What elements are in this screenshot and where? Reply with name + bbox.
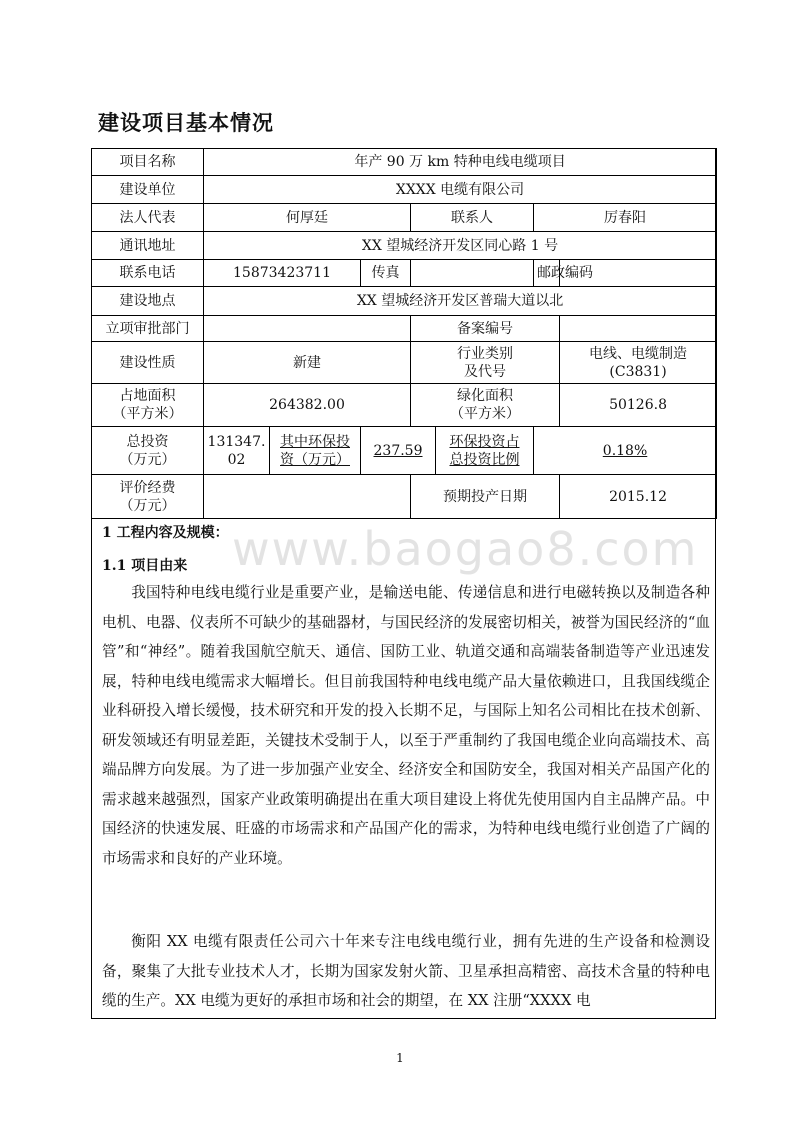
env-invest-value xyxy=(361,427,436,475)
approval-dept-label: 立项审批部门 xyxy=(92,316,204,342)
industry-label xyxy=(411,342,560,384)
prod-date-label: 预期投产日期 xyxy=(411,475,560,519)
legal-rep-value: 何厚廷 xyxy=(204,204,411,232)
industry-label-line1: 行业类别 xyxy=(457,345,513,362)
fee-label-line1: 评价经费 xyxy=(119,479,176,496)
unit-value: XXXX 电缆有限公司 xyxy=(204,176,717,204)
invest-label-line2: （万元） xyxy=(119,451,176,468)
record-no-value xyxy=(560,316,717,342)
env-invest-value-text: 237.59 xyxy=(373,442,423,459)
invest-label xyxy=(92,427,204,475)
fee-label xyxy=(92,475,204,519)
legal-rep-label: 法人代表 xyxy=(92,204,204,232)
industry-value xyxy=(560,342,717,384)
env-ratio-label-line1: 环保投资占 xyxy=(449,433,520,450)
env-ratio-value xyxy=(534,427,717,475)
green-label-line1: 绿化面积 xyxy=(457,388,513,404)
env-invest-label-line2: 资（万元） xyxy=(280,451,350,468)
env-ratio-label-line2: 总投资比例 xyxy=(449,451,520,468)
area-label xyxy=(92,384,204,427)
address-label: 通讯地址 xyxy=(92,232,204,260)
phone-value: 15873423711 xyxy=(204,260,361,287)
fax-value xyxy=(411,260,534,287)
section-heading-1: 1 工程内容及规模： xyxy=(102,525,229,541)
area-value: 264382.00 xyxy=(204,384,411,427)
page-number: 1 xyxy=(396,1051,404,1065)
record-no-label: 备案编号 xyxy=(411,316,560,342)
green-value: 50126.8 xyxy=(560,384,717,427)
env-invest-label-line1: 其中环保投 xyxy=(280,433,350,450)
nature-value: 新建 xyxy=(204,342,411,384)
prod-date-value: 2015.12 xyxy=(560,475,717,519)
industry-value-line2: (C3831) xyxy=(609,363,667,380)
invest-value-line2: 02 xyxy=(227,451,246,468)
page-title: 建设项目基本情况 xyxy=(98,110,274,135)
project-info-table xyxy=(91,148,717,519)
area-label-line2: （平方米） xyxy=(112,406,183,422)
invest-value xyxy=(204,427,270,475)
industry-label-line2: 及代号 xyxy=(464,363,506,380)
paragraph-1: 我国特种电线电缆行业是重要产业，是输送电能、传递信息和进行电磁转换以及制造各种电机、电器、仪表所不可缺少的基础器材，与国民经济的发展密切相关，被誉为国民经济的“血管”和“神经”。随着我国航空航天、通信、国防工业、轨道交通和高端装备制造等产业迅速发展，特种电线电缆需求大幅增长。但目前我国特种电线电缆产品大量依赖进口，且我国线缆企业科研投入增长缓慢，技术研究和开发的投入长期不足，与国际上知名公司相比在技术创新、研发领域还有明显差距，关键技术受制于人，以至于严重制约了我国电缆企业向高端技术、高端品牌方向发展。为了进一步加强产业安全、经济安全和国防安全，我国对相关产品国产化的需求越来越强烈，国家产业政策明确提出在重大项目建设上将优先使用国内自主品牌产品。中国经济的快速发展、旺盛的市场需求和产品国产化的需求，为特种电线电缆行业创造了广阔的市场需求和良好的产业环境。 xyxy=(102,584,710,867)
green-label xyxy=(411,384,560,427)
project-name-label: 项目名称 xyxy=(92,149,204,176)
fee-label-line2: （万元） xyxy=(119,497,176,514)
green-label-line2: （平方米） xyxy=(450,406,520,422)
location-label: 建设地点 xyxy=(92,287,204,316)
env-ratio-value-text: 0.18% xyxy=(602,442,648,459)
fax-label: 传真 xyxy=(361,260,411,287)
env-invest-label xyxy=(270,427,361,475)
phone-label: 联系电话 xyxy=(92,260,204,287)
area-label-line1: 占地面积 xyxy=(119,388,176,404)
env-ratio-label xyxy=(436,427,534,475)
paragraph-2: 衡阳 XX 电缆有限责任公司六十年来专注电线电缆行业，拥有先进的生产设备和检测设备，聚集了大批专业技术人才，长期为国家发射火箭、卫星承担高精密、高技术含量的特种电缆的生产。XX 电缆为更好的承担市场和社会的期望，在 XX 注册“XXXX 电 xyxy=(102,933,710,1009)
postal-label: 邮政编码 xyxy=(534,260,560,287)
invest-value-line1: 131347. xyxy=(207,433,266,450)
industry-value-line1: 电线、电缆制造 xyxy=(589,345,688,362)
watermark: www.baogao8.com xyxy=(232,522,699,576)
invest-label-line1: 总投资 xyxy=(126,433,169,450)
unit-label: 建设单位 xyxy=(92,176,204,204)
project-name-value: 年产 90 万 km 特种电线电缆项目 xyxy=(204,149,717,176)
section-heading-1-1: 1.1 项目由来 xyxy=(102,558,188,574)
contact-value: 厉春阳 xyxy=(534,204,717,232)
contact-label: 联系人 xyxy=(411,204,534,232)
approval-dept-value xyxy=(204,316,411,342)
address-value: XX 望城经济开发区同心路 1 号 xyxy=(204,232,717,260)
fee-value xyxy=(204,475,411,519)
location-value: XX 望城经济开发区普瑞大道以北 xyxy=(204,287,717,316)
nature-label: 建设性质 xyxy=(92,342,204,384)
